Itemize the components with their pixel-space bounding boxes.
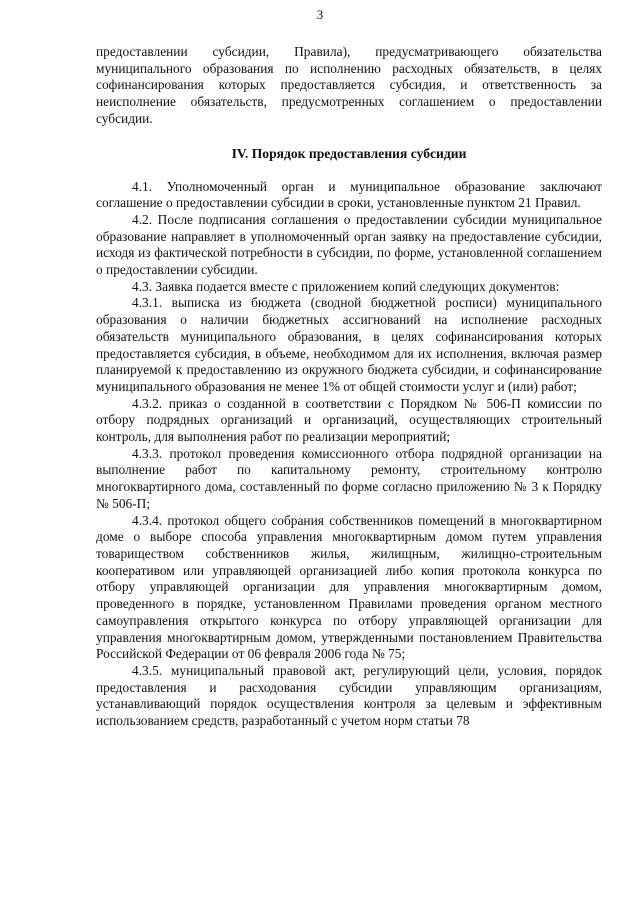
paragraph-4-3-5: 4.3.5. муниципальный правовой акт, регулирующий цели, условия, порядок предоставления и расходования субсидии управляющим организациям, устанавливающий порядок осуществления контроля за целевым и эффективным использованием средств, разработанный с учетом норм статьи 78	[96, 662, 602, 729]
paragraph-4-3-2: 4.3.2. приказ о созданной в соответствии с Порядком № 506-П комиссии по отбору подрядных организаций и организаций, осуществляющих строительный контроль, для выполнения работ по реализации мероприятий;	[96, 395, 602, 445]
paragraph-4-3-1: 4.3.1. выписка из бюджета (сводной бюджетной росписи) муниципального образования о наличии бюджетных ассигнований на исполнение расходных обязательств муниципального образования, в целях софинансирования которых предоставляется субсидия, в объеме, необходимом для их исполнения, включая размер планируемой к предоставлению из окружного бюджета субсидии, и софинансирование муниципального образования не менее 1% от общей стоимости услуг и (или) работ;	[96, 295, 602, 394]
paragraph-4-3: 4.3. Заявка подается вместе с приложением копий следующих документов:	[132, 278, 560, 294]
paragraph-4-3-4: 4.3.4. протокол общего собрания собственников помещений в многоквартирном доме о выборе способа управления многоквартирным домом путем управления товариществом собственников жилья, жилищным, жилищно-строительным кооперативом или управляющей организацией либо копия протокола конкурса по отбору управляющей организации для управления многоквартирным домом, проведенного в порядке, установленном Правилами проведения органом местного самоуправления открытого конкурса по отбору управляющей организации для управления многоквартирным домом, утвержденными постановлением Правительства Российской Федерации от 06 февраля 2006 года № 75;	[96, 512, 602, 662]
intro-paragraph: предоставлении субсидии, Правила), предусматривающего обязательства муниципального образования по исполнению расходных обязательств, в целях софинансирования которых предоставляется субсидия, и ответственность за неисполнение обязательств, предусмотренных соглашением о предоставлении субсидии.	[96, 44, 602, 126]
paragraph-4-1: 4.1. Уполномоченный орган и муниципальное образование заключают соглашение о предоставлении субсидии в сроки, установленные пунктом 21 Правил.	[96, 178, 602, 211]
paragraph-4-3-3: 4.3.3. протокол проведения комиссионного отбора подрядной организации на выполнение работ по капитальному ремонту, строительному контролю многоквартирного дома, составленный по форме согласно приложению № 3 к Порядку № 506-П;	[96, 445, 602, 511]
section-heading: IV. Порядок предоставления субсидии	[231, 145, 467, 161]
document-body	[96, 44, 602, 730]
paragraph-4-2: 4.2. После подписания соглашения о предоставлении субсидии муниципальное образование направляет в уполномоченный орган заявку на предоставление субсидии, исходя из фактической потребности в субсидии, по форме, установленной соглашением о предоставлении субсидии.	[96, 211, 602, 278]
page-number: 3	[316, 7, 324, 22]
